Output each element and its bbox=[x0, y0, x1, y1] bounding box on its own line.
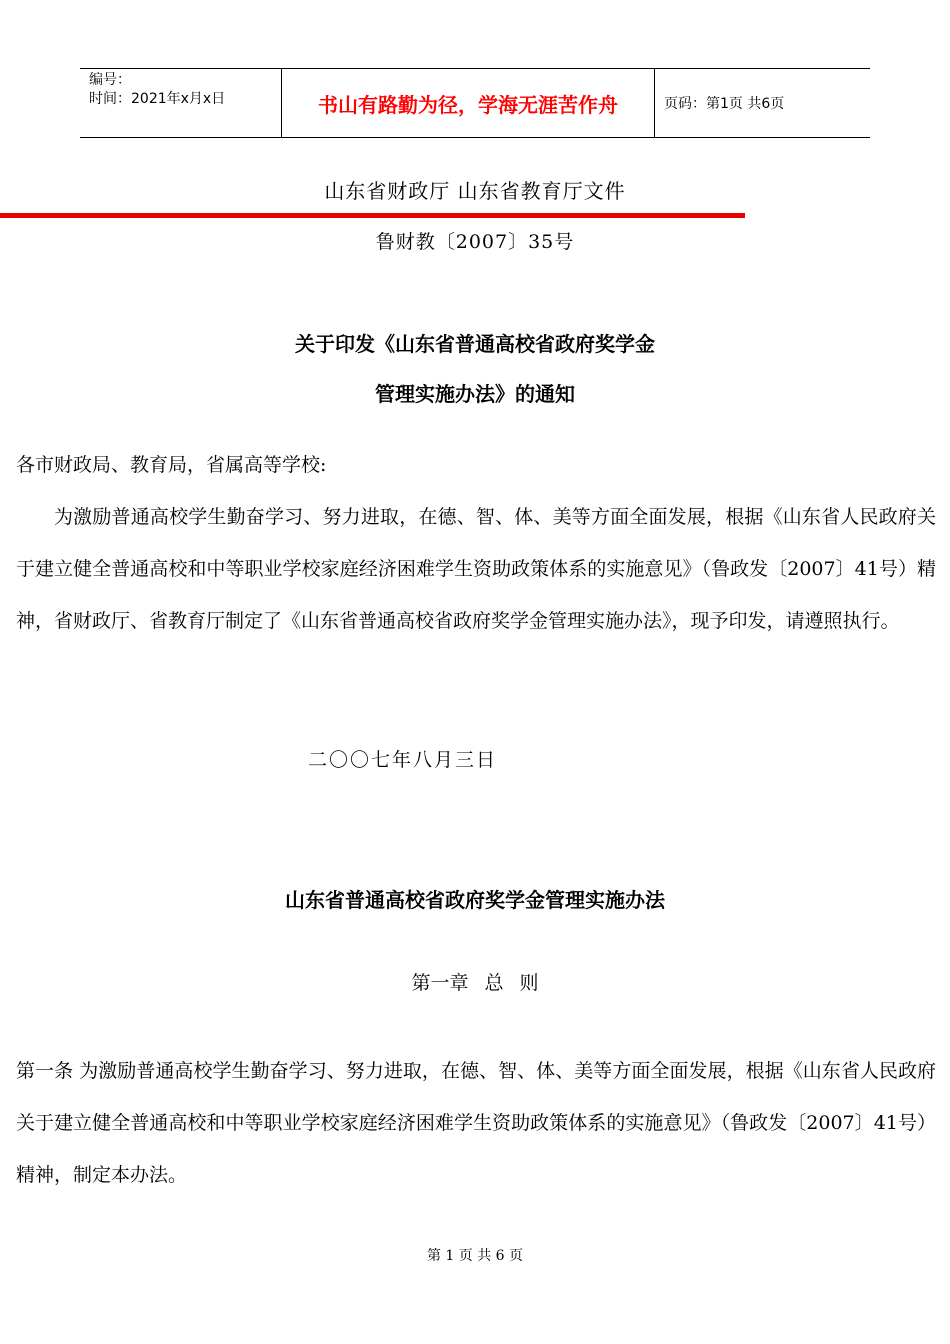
page-footer: 第 1 页 共 6 页 bbox=[426, 1248, 524, 1264]
header-page-info: 页码：第1页 共6页 bbox=[664, 96, 785, 112]
measures-title: 山东省普通高校省政府奖学金管理实施办法 bbox=[285, 888, 665, 912]
salutation: 各市财政局、教育局，省属高等学校: bbox=[16, 454, 327, 476]
header-divider bbox=[654, 69, 655, 137]
header-meta bbox=[89, 71, 225, 109]
document-number: 鲁财教〔2007〕35号 bbox=[375, 231, 575, 253]
document-header-table bbox=[80, 68, 870, 138]
issue-date: 二〇〇七年八月三日 bbox=[308, 749, 498, 771]
notice-title-line-1: 关于印发《山东省普通高校省政府奖学金 bbox=[295, 332, 655, 356]
issuing-authority: 山东省财政厅 山东省教育厅文件 bbox=[324, 179, 626, 203]
red-header-rule bbox=[0, 213, 745, 218]
chapter-heading: 第一章 总 则 bbox=[411, 972, 539, 994]
notice-body: 为激励普通高校学生勤奋学习、努力进取，在德、智、体、美等方面全面发展，根据《山东省人民政府关于建立健全普通高校和中等职业学校家庭经济困难学生资助政策体系的实施意见》（鲁政发〔2007〕41号）精神，省财政厅、省教育厅制定了《山东省普通高校省政府奖学金管理实施办法》，现予印发，请遵照执行。 bbox=[16, 506, 936, 632]
serial-number-label: 编号： bbox=[89, 72, 131, 88]
header-motto: 书山有路勤为径，学海无涯苦作舟 bbox=[318, 93, 618, 117]
notice-title-line-2: 管理实施办法》的通知 bbox=[375, 382, 575, 406]
time-label: 时间：2021年x月x日 bbox=[89, 91, 226, 107]
article-1: 第一条 为激励普通高校学生勤奋学习、努力进取，在德、智、体、美等方面全面发展，根据《山东省人民政府关于建立健全普通高校和中等职业学校家庭经济困难学生资助政策体系的实施意见》（鲁政发〔2007〕41号）精神，制定本办法。 bbox=[16, 1060, 936, 1186]
